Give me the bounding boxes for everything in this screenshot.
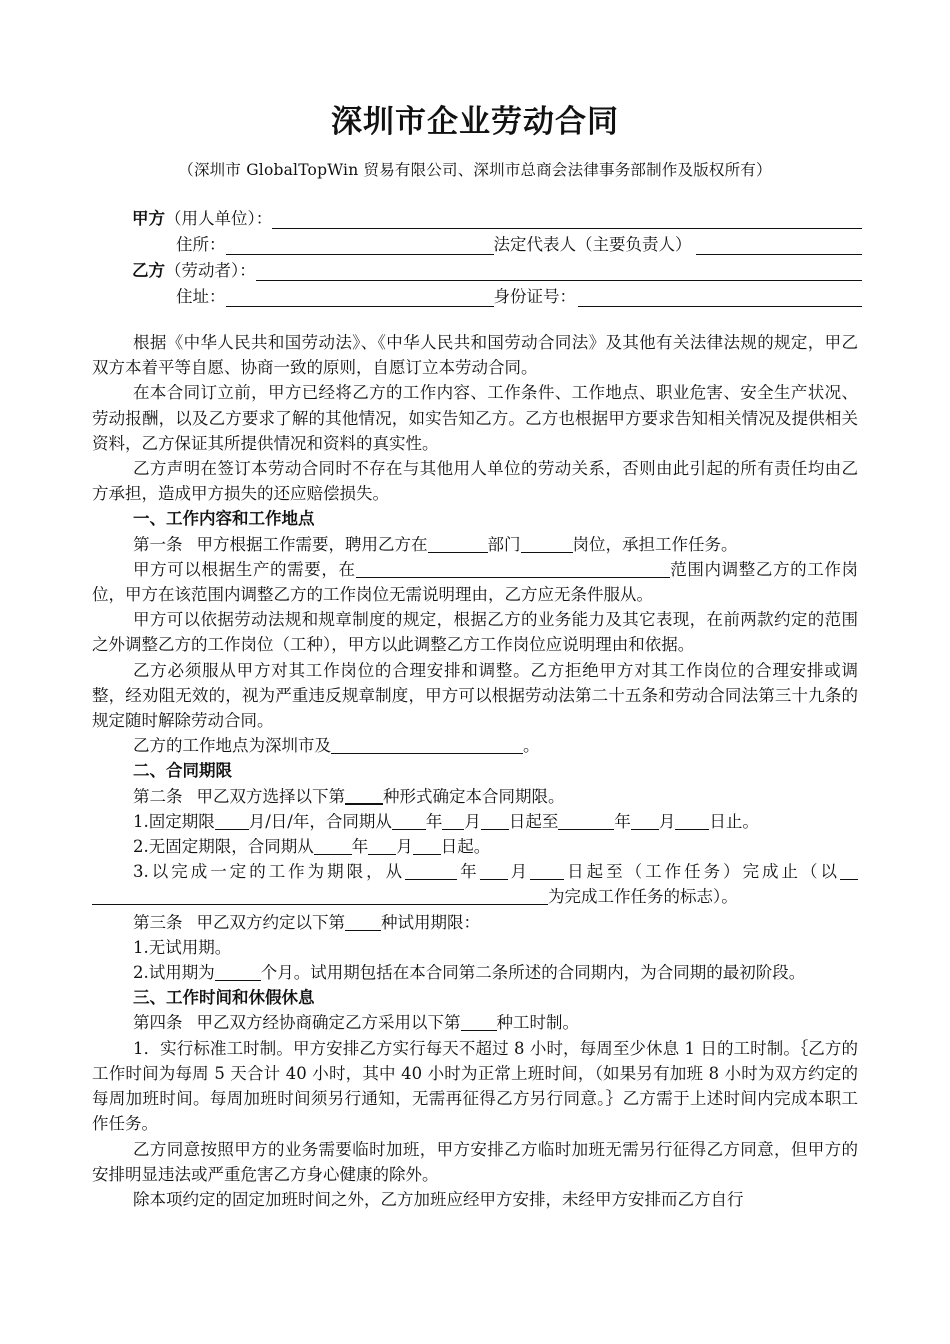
term-option-2 — [92, 834, 858, 859]
article-4 — [92, 1010, 858, 1035]
work-hours-option-blank[interactable] — [461, 1012, 497, 1031]
probation-option-1: 1.无试用期。 — [133, 937, 232, 957]
blank[interactable] — [215, 811, 249, 830]
paragraph: 乙方同意按照甲方的业务需要临时加班，甲方安排乙方临时加班无需另行征得乙方同意，但甲方的安排明显违法或严重危害乙方身心健康的除外。 — [92, 1139, 858, 1184]
text: 。 — [523, 736, 540, 756]
blank[interactable] — [405, 861, 457, 880]
text: 日起。 — [440, 837, 491, 857]
id-number-label: 身份证号： — [493, 287, 576, 306]
text: 甲方可以根据生产的需要，在 — [133, 559, 356, 579]
party-a-role: （用人单位）： — [165, 209, 273, 228]
text: 1.固定期限 — [133, 811, 215, 831]
address-label-b: 住址： — [176, 287, 226, 306]
blank[interactable] — [840, 861, 858, 880]
address-label: 住所： — [176, 235, 226, 254]
text: 乙方的工作地点为深圳市及 — [133, 736, 331, 756]
id-number-field[interactable] — [578, 287, 862, 307]
party-b-label: 乙方 — [132, 261, 165, 280]
adjust-range-blank[interactable] — [356, 559, 670, 578]
paragraph: 除本项约定的固定加班时间之外，乙方加班应经甲方安排，未经甲方安排而乙方自行 — [133, 1189, 744, 1209]
work-location-blank[interactable] — [331, 735, 523, 754]
party-a-address-field[interactable] — [226, 235, 494, 255]
party-a-address-row — [132, 232, 862, 258]
paragraph: 乙方必须服从甲方对其工作岗位的合理安排和调整。乙方拒绝甲方对其工作岗位的合理安排或调整，经劝阻无效的，视为严重违反规章制度，甲方可以根据劳动法第二十五条和劳动合同法第三十九条的规定随时解除劳动合同。 — [92, 660, 858, 731]
section-heading-2: 二、合同期限 — [133, 761, 232, 781]
party-b-role: （劳动者）： — [165, 261, 256, 280]
parties-block — [132, 206, 862, 310]
party-a-label: 甲方 — [132, 209, 165, 228]
blank[interactable] — [530, 861, 564, 880]
text: 2.试用期为 — [133, 963, 215, 983]
text: 岗位，承担工作任务。 — [572, 534, 738, 554]
paragraph: 甲方可以依据劳动法规和规章制度的规定，根据乙方的业务能力及其它表现，在前两款约定的范围之外调整乙方的工作岗位（工种），甲方以此调整乙方工作岗位应说明理由和依据。 — [92, 610, 858, 655]
text: 年 — [614, 811, 631, 831]
department-blank[interactable] — [428, 534, 488, 553]
article-1 — [92, 532, 858, 557]
text: 年 — [425, 811, 443, 831]
article-3 — [92, 910, 858, 935]
article-label: 第二条 — [133, 786, 183, 806]
term-option-blank[interactable] — [345, 785, 383, 805]
blank[interactable] — [413, 836, 441, 855]
paragraph — [92, 733, 858, 758]
text: 甲乙双方约定以下第 — [196, 912, 345, 932]
text: 3.以完成一定的工作为期限，从 — [133, 862, 406, 882]
paragraph: 1．实行标准工时制。甲方安排乙方实行每天不超过 8 小时，每周至少休息 1 日的工时制。｛乙方的工作时间为每周 5 天合计 40 小时，其中 40 小时为正常上班时间，（如果另有加班 8 小时为双方约定的每周加班时间。每周加班时间须另行通知，无需再征得乙方另行同意。｝乙方需于上述时间内完成本职工作任务。 — [92, 1038, 858, 1134]
position-blank[interactable] — [521, 534, 573, 553]
text: 年 — [351, 837, 369, 857]
blank[interactable] — [558, 811, 614, 830]
party-b-address-row — [132, 284, 862, 310]
probation-option-2 — [92, 960, 858, 985]
article-label: 第三条 — [133, 912, 183, 932]
paragraph: 在本合同订立前，甲方已经将乙方的工作内容、工作条件、工作地点、职业危害、安全生产状况、劳动报酬，以及乙方要求了解的其他情况，如实告知乙方。乙方也根据甲方要求告知相关情况及提供相关资料，乙方保证其所提供情况和资料的真实性。 — [92, 383, 858, 453]
blank[interactable] — [480, 861, 508, 880]
text: 部门 — [487, 534, 521, 554]
text: 日起至（工作任务）完成止（以 — [564, 862, 841, 882]
blank[interactable] — [481, 811, 509, 830]
text: 种形式确定本合同期限。 — [383, 786, 565, 806]
article-2 — [92, 784, 858, 809]
paragraph — [92, 557, 858, 607]
text: 月 — [507, 862, 531, 882]
section-heading-3: 三、工作时间和休假休息 — [133, 988, 315, 1008]
term-option-3 — [92, 859, 858, 909]
party-b-address-field[interactable] — [226, 287, 494, 307]
blank[interactable] — [368, 836, 396, 855]
paragraph: 根据《中华人民共和国劳动法》、《中华人民共和国劳动合同法》及其他有关法律法规的规定，甲乙双方本着平等自愿、协商一致的原则，自愿订立本劳动合同。 — [92, 333, 858, 378]
text: 月 — [658, 811, 676, 831]
task-marker-blank[interactable] — [92, 886, 548, 905]
document-subtitle: （深圳市 GlobalTopWin 贸易有限公司、深圳市总商会法律事务部制作及版权所有） — [178, 161, 772, 179]
paragraph: 乙方声明在签订本劳动合同时不存在与其他用人单位的劳动关系，否则由此引起的所有责任均由乙方承担，造成甲方损失的还应赔偿损失。 — [92, 459, 858, 504]
text: 种工时制。 — [496, 1013, 579, 1033]
text: 月 — [396, 837, 413, 857]
party-a-name-field[interactable] — [272, 209, 862, 229]
text: 日起至 — [508, 811, 559, 831]
text: 甲方根据工作需要，聘用乙方在 — [196, 534, 428, 554]
text: 为完成工作任务的标志）。 — [548, 887, 738, 907]
text: 甲乙双方经协商确定乙方采用以下第 — [196, 1013, 461, 1033]
article-label: 第一条 — [133, 534, 183, 554]
section-heading-1: 一、工作内容和工作地点 — [133, 509, 315, 529]
legal-rep-field[interactable] — [696, 235, 863, 255]
blank[interactable] — [314, 836, 352, 855]
article-label: 第四条 — [133, 1013, 183, 1033]
text: 月 — [464, 811, 481, 831]
text: 年 — [457, 862, 480, 882]
text: 种试用期限： — [381, 912, 480, 932]
blank[interactable] — [442, 811, 464, 830]
legal-rep-label: 法定代表人（主要负责人） — [493, 235, 692, 254]
term-option-1 — [92, 809, 858, 834]
party-a-row — [132, 206, 862, 232]
party-b-row — [132, 258, 862, 284]
text: 2.无固定期限，合同期从 — [133, 837, 314, 857]
contract-body — [92, 330, 858, 1212]
blank[interactable] — [392, 811, 426, 830]
probation-option-blank[interactable] — [345, 912, 381, 931]
text: 日止。 — [709, 811, 759, 831]
party-b-name-field[interactable] — [256, 261, 862, 281]
probation-months-blank[interactable] — [215, 962, 261, 981]
blank[interactable] — [675, 811, 709, 830]
text: 个月。试用期包括在本合同第二条所述的合同期内，为合同期的最初阶段。 — [260, 963, 806, 983]
text: 范围内调整乙方的工作岗位，甲方在该范围内调整乙方的工作岗位无需说明理由，乙方应无条件服从。 — [92, 559, 858, 605]
text: 月/日/年，合同期从 — [248, 811, 392, 831]
text: 甲乙双方选择以下第 — [196, 786, 345, 806]
document-title: 深圳市企业劳动合同 — [331, 104, 619, 140]
blank[interactable] — [631, 811, 659, 830]
